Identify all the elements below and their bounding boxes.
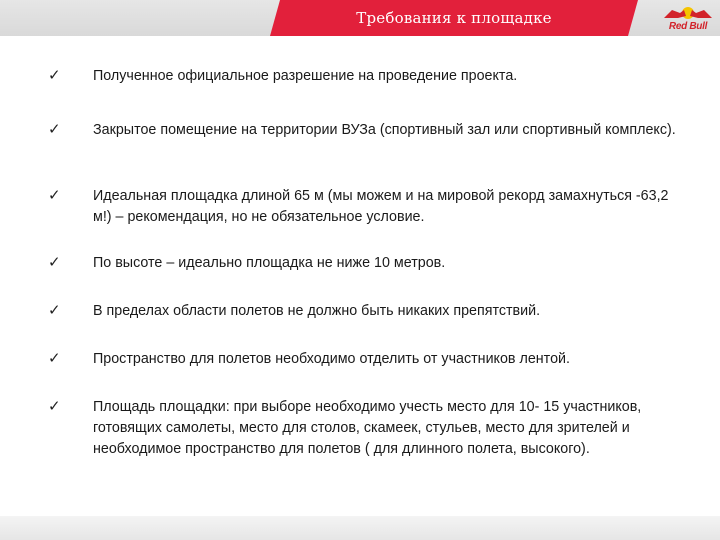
- slide-title: Требования к площадке: [356, 9, 552, 27]
- list-item-text: Идеальная площадка длиной 65 м (мы можем и на мировой рекорд замахнуться -63,2 м!) – рекомендация, но не обязательное условие.: [93, 188, 669, 225]
- footer-bar: [0, 516, 720, 540]
- bull-logo-icon: [660, 4, 716, 22]
- checkmark-icon: ✓: [48, 253, 61, 271]
- logo-text: Red Bull: [668, 21, 708, 32]
- list-item-text: По высоте – идеально площадка не ниже 10 метров.: [93, 255, 446, 271]
- list-item-text: Полученное официальное разрешение на проведение проекта.: [93, 68, 518, 84]
- checkmark-icon: ✓: [48, 120, 61, 138]
- list-item-text: Пространство для полетов необходимо отделить от участников лентой.: [93, 351, 570, 367]
- list-item-text: В пределах области полетов не должно быть никаких препятствий.: [93, 303, 541, 319]
- list-item-text: Закрытое помещение на территории ВУЗа (спортивный зал или спортивный комплекс).: [93, 122, 676, 138]
- checkmark-icon: ✓: [48, 186, 61, 204]
- checkmark-icon: ✓: [48, 397, 61, 415]
- checkmark-icon: ✓: [48, 66, 61, 84]
- checkmark-icon: ✓: [48, 301, 61, 319]
- list-item-text: Площадь площадки: при выборе необходимо учесть место для 10- 15 участников, готовящих самолеты, место для столов, скамеек, стульев, место для зрителей и необходимое пространство для полетов ( для длинного полета, высокого).: [93, 399, 642, 457]
- checkmark-icon: ✓: [48, 349, 61, 367]
- redbull-logo: [660, 4, 716, 34]
